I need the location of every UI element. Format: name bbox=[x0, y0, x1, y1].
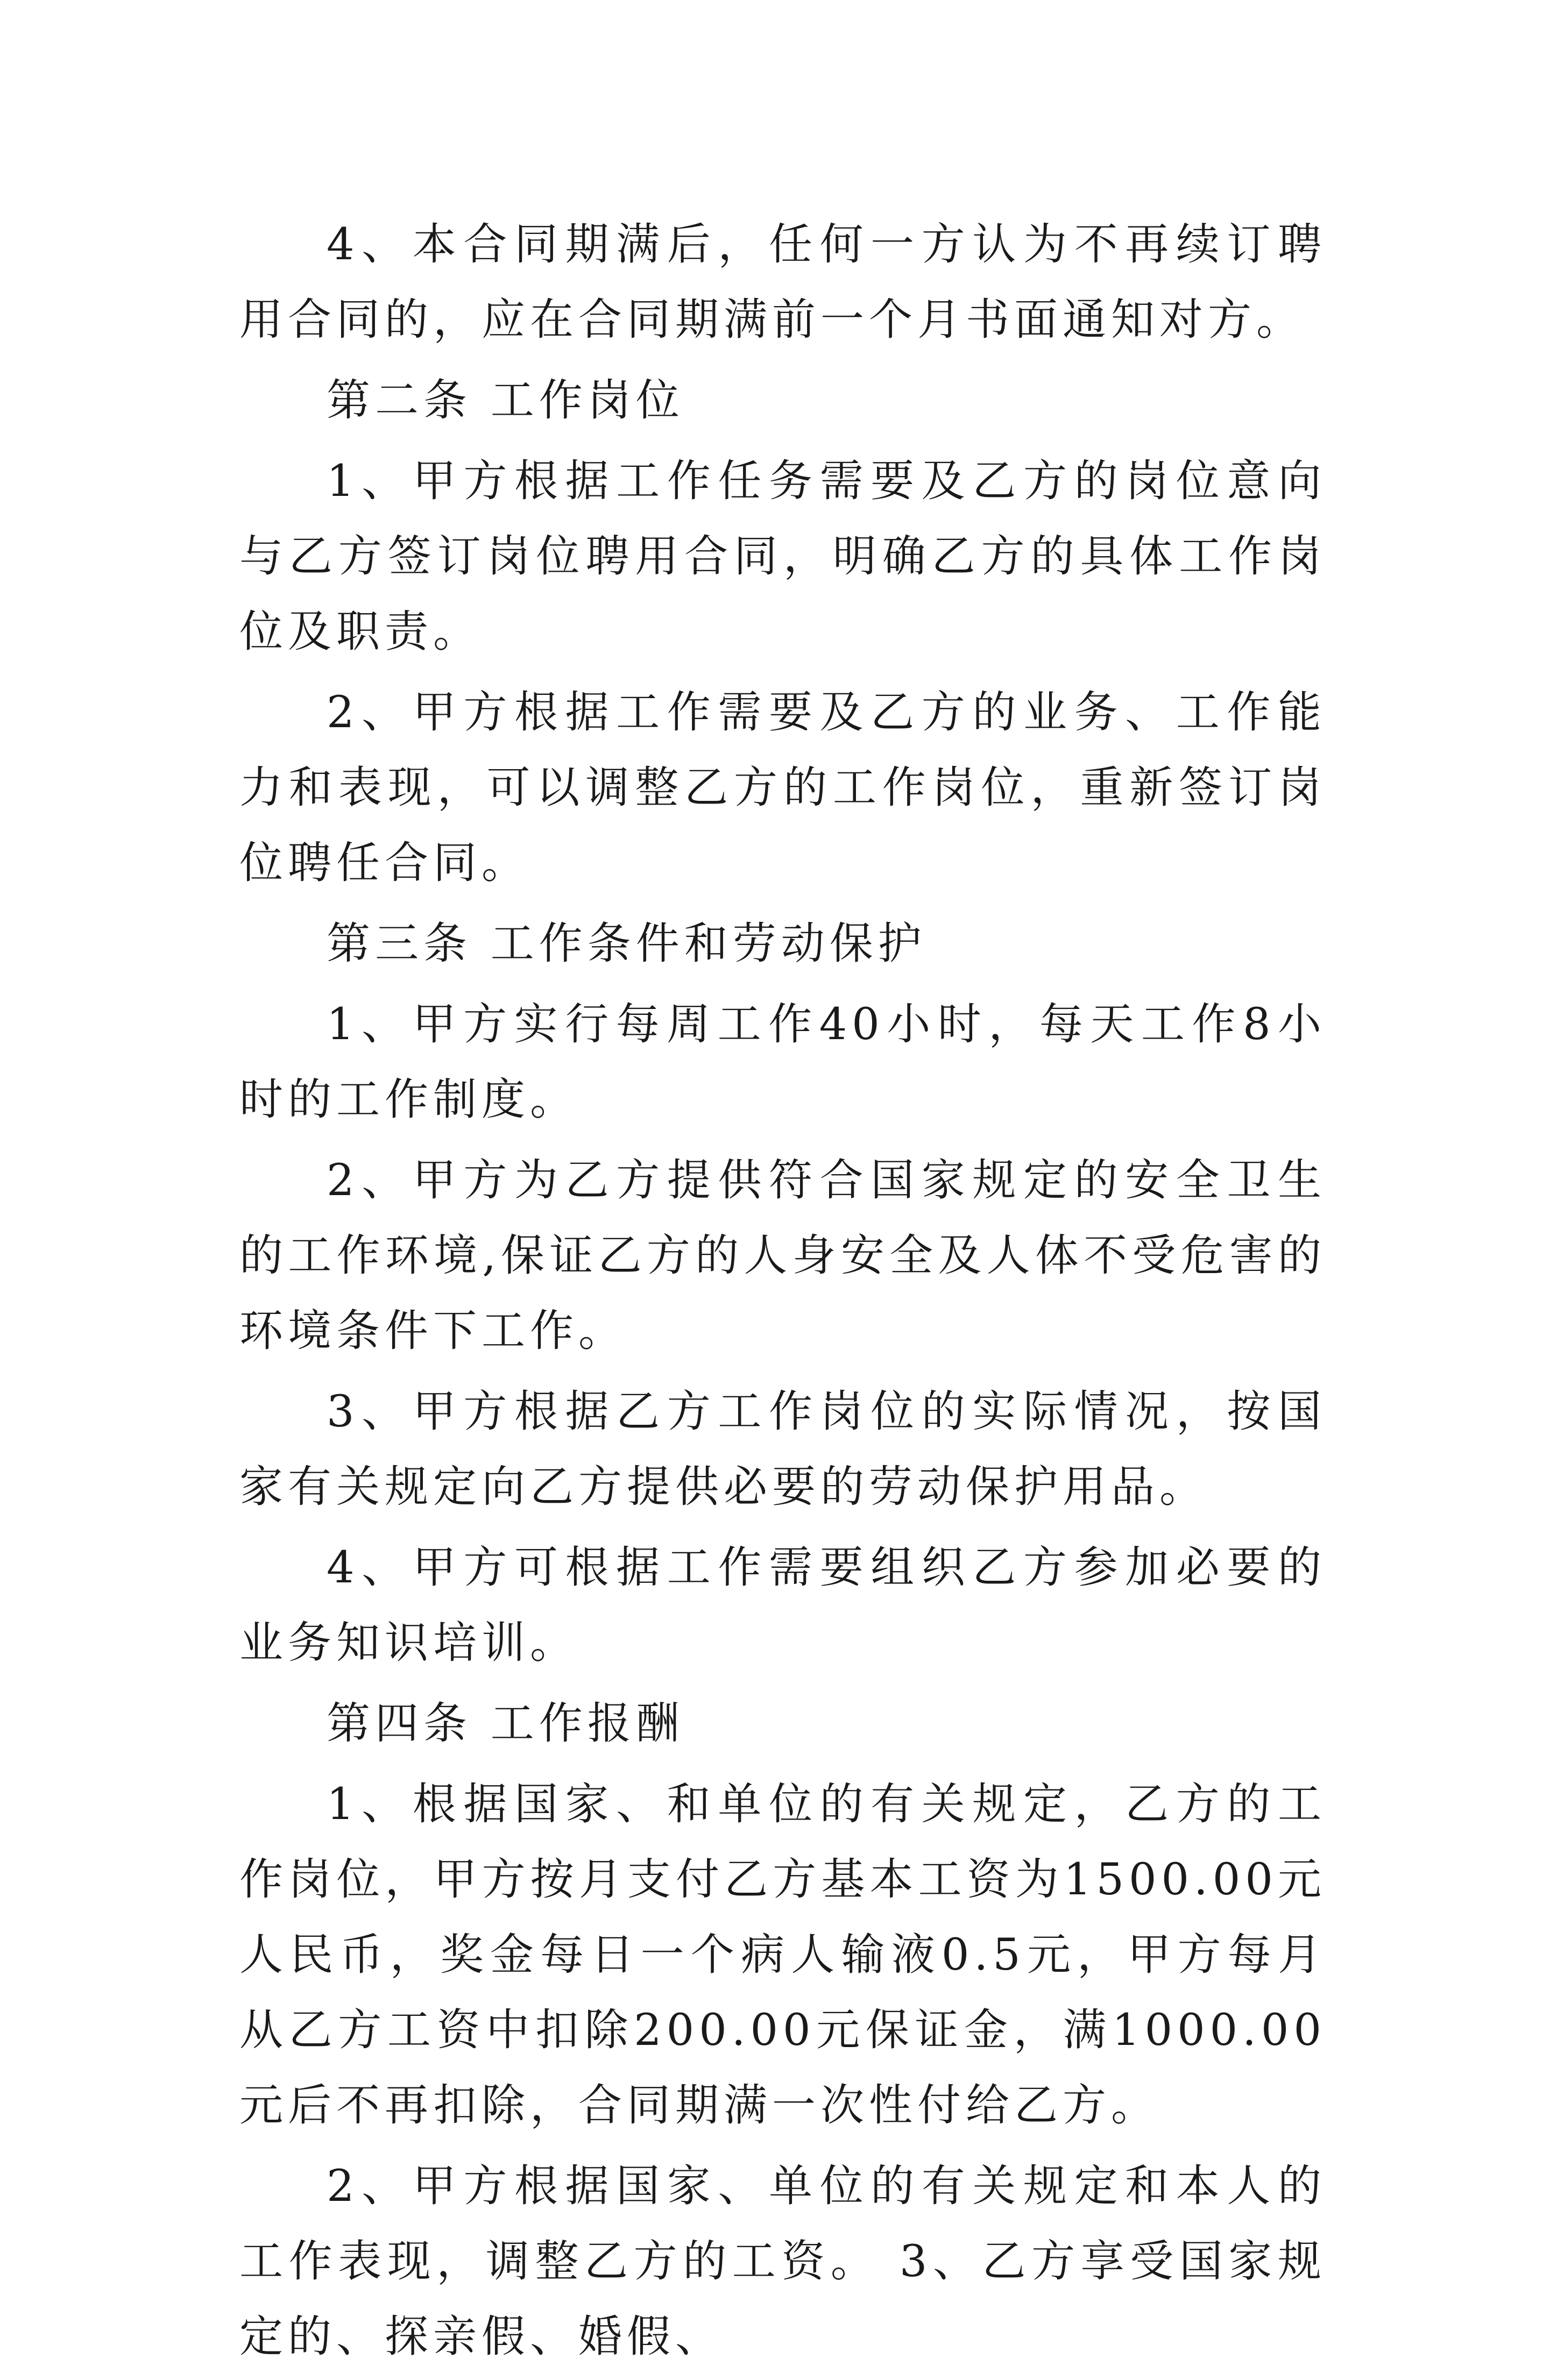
article-3-heading: 第三条 工作条件和劳动保护 bbox=[327, 919, 926, 969]
article-2-item-1: 1、甲方根据工作任务需要及乙方的岗位意向与乙方签订岗位聘用合同，明确乙方的具体工作岗位及职责。 bbox=[239, 456, 1326, 657]
article-4-heading: 第四条 工作报酬 bbox=[327, 1699, 684, 1749]
clause-1-item-4: 4、本合同期满后，任何一方认为不再续订聘用合同的，应在合同期满前一个月书面通知对方。 bbox=[239, 219, 1326, 345]
article-2-heading: 第二条 工作岗位 bbox=[327, 375, 684, 426]
document-body bbox=[239, 207, 1326, 2380]
article-3-item-4: 4、甲方可根据工作需要组织乙方参加必要的业务知识培训。 bbox=[239, 1543, 1326, 1668]
article-4-item-1: 1、根据国家、和单位的有关规定，乙方的工作岗位，甲方按月支付乙方基本工资为1500.00元人民币，奖金每日一个病人输液0.5元，甲方每月从乙方工资中扣除200.00元保证金，满1000.00元后不再扣除，合同期满一次性付给乙方。 bbox=[239, 1779, 1326, 2131]
article-2-item-2: 2、甲方根据工作需要及乙方的业务、工作能力和表现，可以调整乙方的工作岗位，重新签订岗位聘任合同。 bbox=[239, 687, 1326, 889]
article-3-item-3: 3、甲方根据乙方工作岗位的实际情况，按国家有关规定向乙方提供必要的劳动保护用品。 bbox=[239, 1387, 1326, 1512]
article-3-item-2: 2、甲方为乙方提供符合国家规定的安全卫生的工作环境,保证乙方的人身安全及人体不受危害的环境条件下工作。 bbox=[239, 1155, 1326, 1356]
article-4-item-2: 2、甲方根据国家、单位的有关规定和本人的工作表现，调整乙方的工资。 3、乙方享受国家规定的、探亲假、婚假、 bbox=[239, 2161, 1326, 2362]
article-3-item-1: 1、甲方实行每周工作40小时，每天工作8小时的工作制度。 bbox=[239, 999, 1326, 1125]
